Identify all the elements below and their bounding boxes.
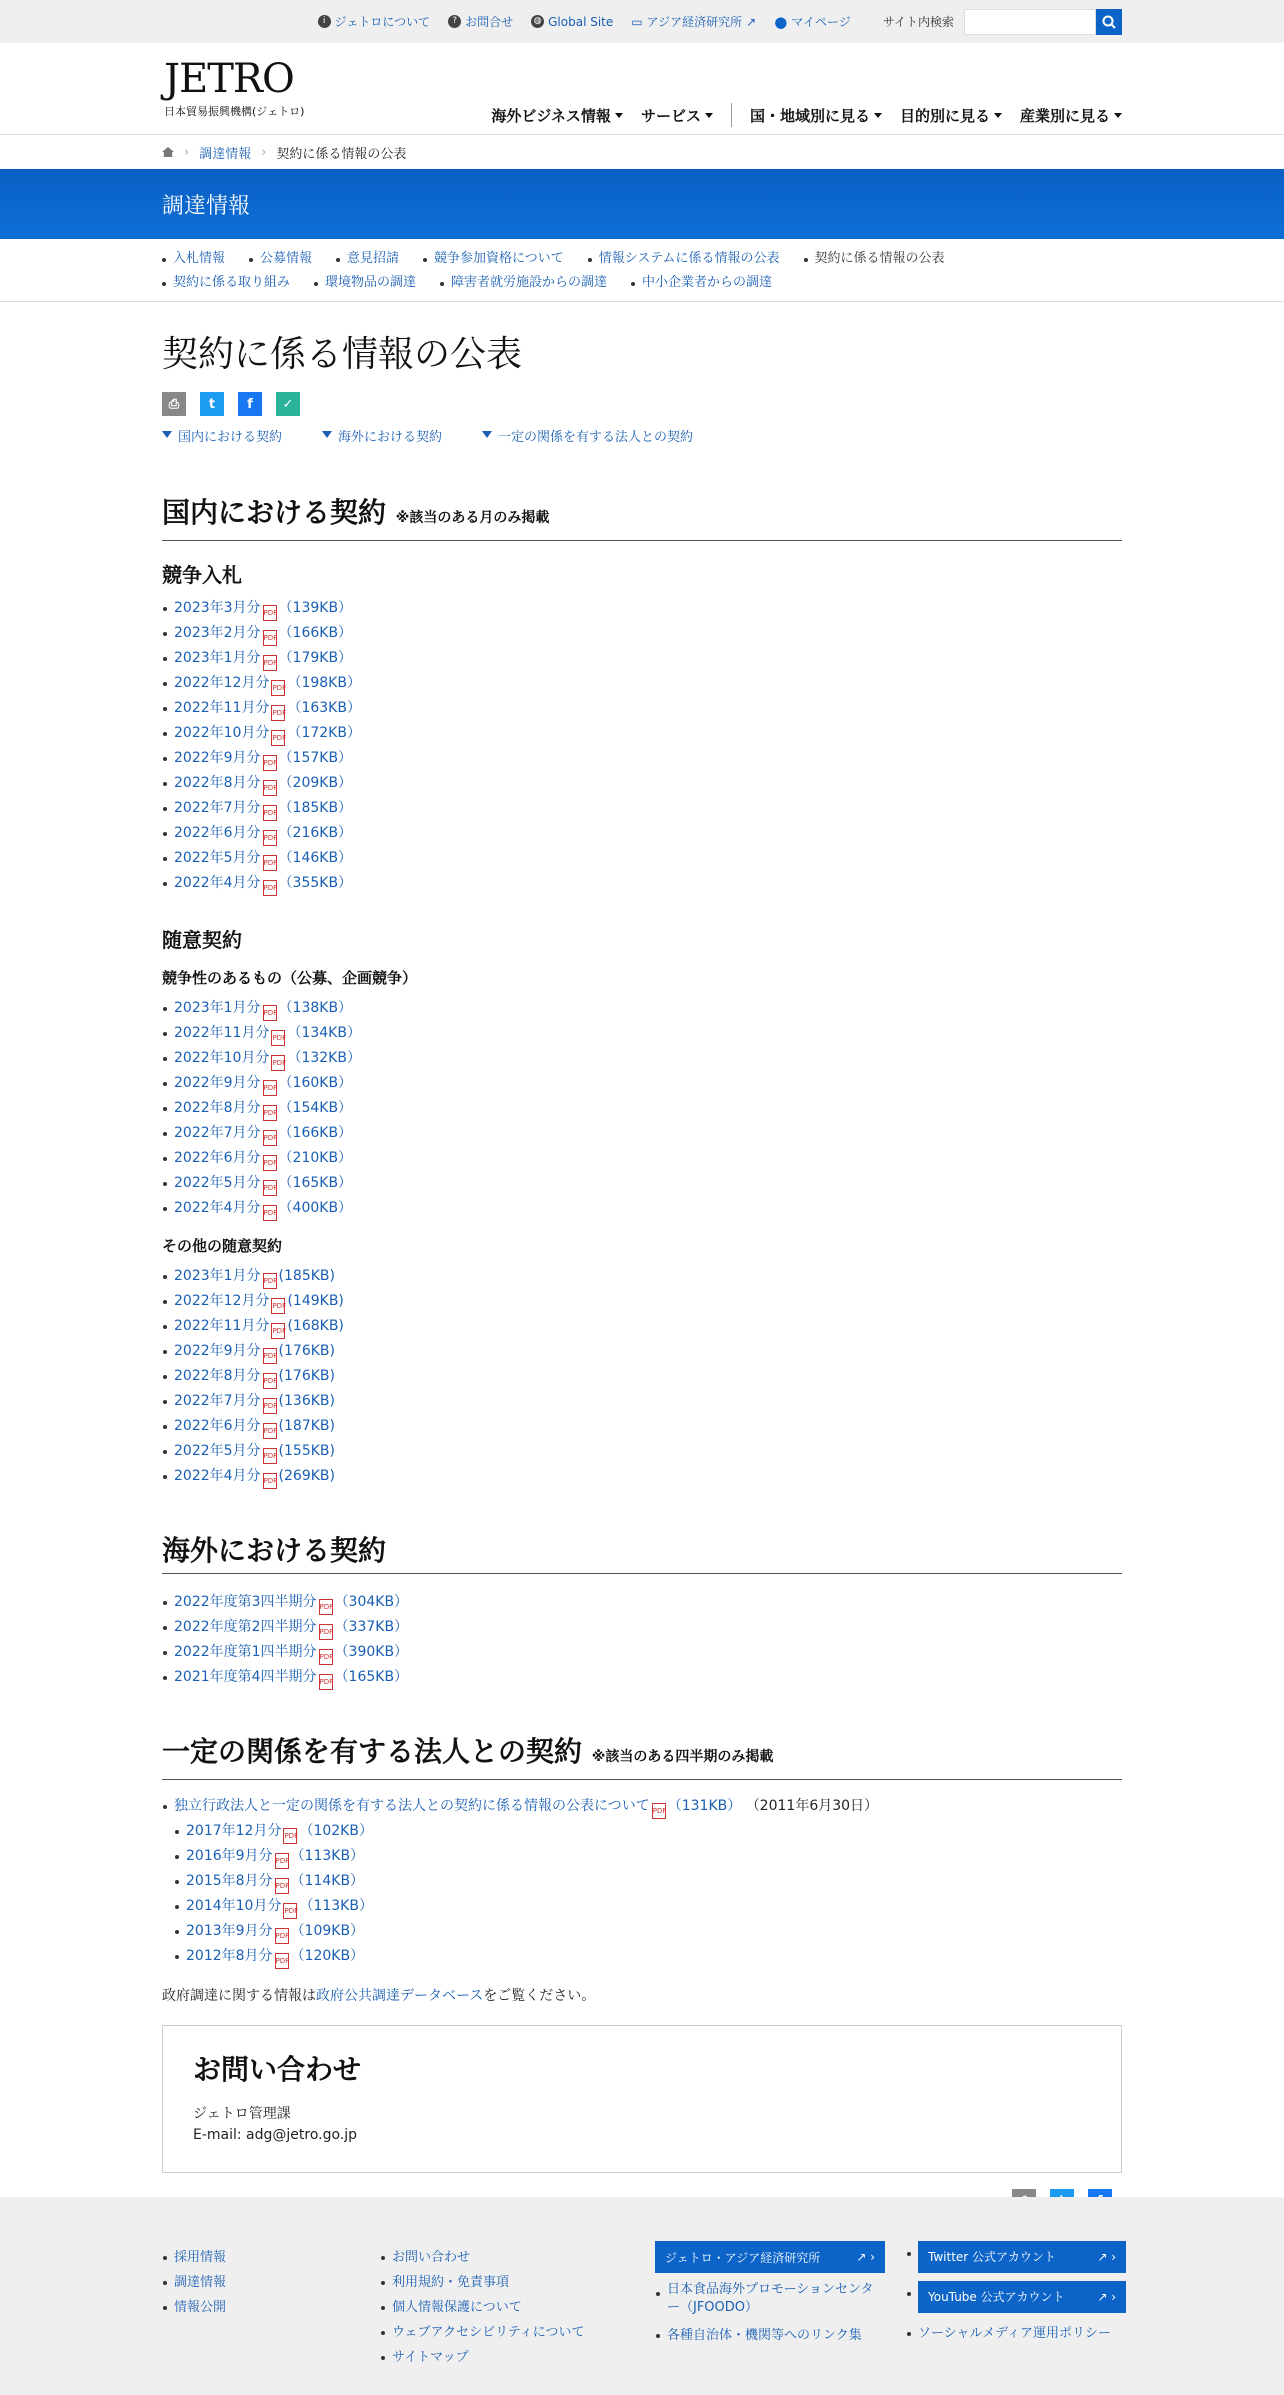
page-title: 契約に係る情報の公表 <box>162 334 523 375</box>
footer-col-4 <box>906 2241 1126 2346</box>
pdf-icon: PDF <box>263 1423 277 1439</box>
list-item <box>162 1196 1122 1221</box>
pdf-icon: PDF <box>263 1205 277 1221</box>
footer-sns-item <box>906 2281 1126 2313</box>
pdf-icon: PDF <box>319 1649 333 1665</box>
list-item <box>174 1844 1122 1869</box>
pdf-link[interactable]: 2022年4月分 PDF（400KB） <box>174 1200 352 1216</box>
gnav-by-region[interactable]: 国・地域別に見る <box>750 105 882 126</box>
pdf-link[interactable]: 2022年11月分 PDF(168KB) <box>174 1318 344 1334</box>
global-site-link[interactable]: ◍ Global Site <box>531 15 613 29</box>
footer-col-3 <box>655 2241 885 2348</box>
subheading-discretionary: 随意契約 <box>162 928 242 952</box>
subheading-competitive: 競争入札 <box>162 563 242 587</box>
pdf-icon: PDF <box>271 1030 285 1046</box>
footer-col-1 <box>162 2245 226 2320</box>
subheading-competitive-public: 競争性のあるもの（公募、企画競争） <box>162 969 418 987</box>
list-item <box>174 1819 1122 1844</box>
external-link-icon: ↗ › <box>1097 2249 1116 2264</box>
gnav-by-industry[interactable]: 産業別に見る <box>1020 105 1122 126</box>
list-competitive <box>162 596 1122 896</box>
search-icon <box>1102 15 1116 29</box>
section-heading-domestic: 国内における契約 ※該当のある月のみ掲載 <box>162 495 1122 541</box>
list-item <box>162 771 1122 796</box>
pdf-icon: PDF <box>263 605 277 621</box>
footer-link[interactable]: 利用規約・免責事項 <box>380 2270 585 2295</box>
pdf-icon: PDF <box>319 1624 333 1640</box>
pdf-icon: PDF <box>263 855 277 871</box>
contact-link[interactable]: ? お問合せ <box>448 13 513 30</box>
share-bar <box>162 392 1122 416</box>
facebook-icon[interactable]: f <box>238 392 262 416</box>
gnav-by-purpose[interactable]: 目的別に見る <box>900 105 1002 126</box>
gnav-services[interactable]: サービス <box>641 105 713 126</box>
pdf-icon: PDF <box>263 755 277 771</box>
footer-link[interactable]: 情報公開 <box>162 2295 226 2320</box>
pdf-icon: PDF <box>271 705 285 721</box>
search-label: サイト内検索 <box>882 15 954 29</box>
pdf-icon: PDF <box>319 1599 333 1615</box>
print-icon[interactable]: ⎙ <box>162 392 186 416</box>
site-search <box>883 9 1122 35</box>
subnav-item[interactable]: 競争参加資格について <box>423 247 564 271</box>
pdf-icon: PDF <box>263 630 277 646</box>
pdf-link[interactable]: 2022年8月分 PDF（209KB） <box>174 775 352 791</box>
gov-db-link[interactable]: 政府公共調達データベース <box>316 1988 484 2004</box>
external-link-icon: ↗ › <box>856 2250 875 2264</box>
pdf-icon: PDF <box>263 1180 277 1196</box>
list-item <box>162 671 1122 696</box>
pdf-icon: PDF <box>263 1448 277 1464</box>
site-footer <box>0 2197 1284 2395</box>
pdf-link[interactable]: 2015年8月分 PDF（114KB） <box>186 1873 364 1889</box>
section-heading-overseas: 海外における契約 <box>162 1533 1122 1574</box>
section-banner <box>0 169 1284 239</box>
subnav-item[interactable]: 公募情報 <box>249 247 312 271</box>
list-related-sub <box>174 1819 1122 1969</box>
ide-button[interactable]: ジェトロ・アジア経済研究所 ↗ › <box>655 2241 885 2273</box>
contact-dept: ジェトロ管理課 <box>193 2106 291 2122</box>
anchor-links <box>162 426 1122 445</box>
list-item <box>162 696 1122 721</box>
pdf-icon: PDF <box>275 1953 289 1969</box>
related-main-link[interactable]: 独立行政法人と一定の関係を有する法人との契約に係る情報の公表について PDF（131KB） <box>174 1798 741 1814</box>
external-link-icon: ↗ › <box>1097 2289 1116 2304</box>
breadcrumb <box>162 135 1122 169</box>
list-item <box>162 996 1122 1021</box>
pdf-icon: PDF <box>263 1155 277 1171</box>
list-item <box>162 1389 1122 1414</box>
pdf-link[interactable]: 2022年7月分 PDF(136KB) <box>174 1393 335 1409</box>
ide-link[interactable]: ▭ アジア経済研究所 ↗ <box>631 14 757 29</box>
subnav-item[interactable]: 障害者就労施設からの調達 <box>440 271 607 295</box>
list-item <box>162 1590 1122 1615</box>
gov-procurement-note: 政府調達に関する情報は政府公共調達データベースをご覧ください。 <box>162 1988 596 2004</box>
pdf-icon: PDF <box>271 1298 285 1314</box>
gnav-overseas-business[interactable]: 海外ビジネス情報 <box>491 105 623 126</box>
section-subnav <box>0 239 1284 302</box>
contact-title: お問い合わせ <box>193 2053 362 2086</box>
footer-link[interactable]: 各種自治体・機関等へのリンク集 <box>655 2323 885 2348</box>
pdf-icon: PDF <box>271 1323 285 1339</box>
pdf-link[interactable]: 2022年12月分 PDF(149KB) <box>174 1293 344 1309</box>
bookmark-icon[interactable]: ✓ <box>276 392 300 416</box>
mypage-link[interactable]: ● マイページ <box>774 12 851 31</box>
pdf-icon: PDF <box>263 1005 277 1021</box>
list-item <box>162 1289 1122 1314</box>
pdf-link[interactable]: 2022年4月分 PDF（355KB） <box>174 875 352 891</box>
list-item <box>162 1071 1122 1096</box>
jetro-logo[interactable]: JETRO 日本貿易振興機構(ジェトロ) <box>164 56 305 118</box>
pdf-link[interactable]: 2023年2月分 PDF（166KB） <box>174 625 352 641</box>
pdf-icon: PDF <box>263 780 277 796</box>
pdf-icon: PDF <box>263 1473 277 1489</box>
list-item <box>162 621 1122 646</box>
pdf-icon: PDF <box>275 1928 289 1944</box>
pdf-icon: PDF <box>283 1903 297 1919</box>
list-item <box>162 1364 1122 1389</box>
pdf-link[interactable]: 2022年11月分 PDF（134KB） <box>174 1025 361 1041</box>
youtube-button[interactable]: YouTube 公式アカウント ↗ › <box>918 2281 1126 2313</box>
pdf-link[interactable]: 2022年6月分 PDF(187KB) <box>174 1418 335 1434</box>
site-header <box>0 43 1284 135</box>
subheading-other-discretionary: その他の随意契約 <box>162 1237 283 1255</box>
pdf-link[interactable]: 2012年8月分 PDF（120KB） <box>186 1948 364 1964</box>
list-item <box>174 1894 1122 1919</box>
main-content <box>162 332 1122 2247</box>
pdf-link[interactable]: 2022年9月分 PDF（157KB） <box>174 750 352 766</box>
subnav-item[interactable]: 中小企業者からの調達 <box>631 271 772 295</box>
pdf-link[interactable]: 2022年10月分 PDF（132KB） <box>174 1050 361 1066</box>
subnav-item[interactable]: 情報システムに係る情報の公表 <box>588 247 780 271</box>
footer-sns-item <box>906 2241 1126 2273</box>
pdf-link[interactable]: 2022年7月分 PDF（185KB） <box>174 800 352 816</box>
list-item <box>162 1464 1122 1489</box>
footer-link[interactable]: 日本食品海外プロモーションセンター（JFOODO） <box>655 2281 885 2317</box>
pdf-link[interactable]: 2022年9月分 PDF（160KB） <box>174 1075 352 1091</box>
list-item <box>162 1146 1122 1171</box>
subnav-item[interactable]: 入札情報 <box>162 247 225 271</box>
global-nav <box>473 103 1122 127</box>
list-item: 独立行政法人と一定の関係を有する法人との契約に係る情報の公表について PDF（131KB） （2011年6月30日） <box>162 1794 1122 1819</box>
list-item <box>162 721 1122 746</box>
pdf-link[interactable]: 2017年12月分 PDF（102KB） <box>186 1823 373 1839</box>
breadcrumb-parent[interactable]: 調達情報 <box>199 146 252 162</box>
list-discretionary-other <box>162 1264 1122 1489</box>
pdf-link[interactable]: 2022年度第1四半期分 PDF（390KB） <box>174 1644 408 1660</box>
pdf-icon: PDF <box>263 805 277 821</box>
pdf-link[interactable]: 2013年9月分 PDF（109KB） <box>186 1923 364 1939</box>
home-icon[interactable] <box>162 147 174 157</box>
list-item <box>162 1021 1122 1046</box>
pdf-link[interactable]: 2022年6月分 PDF（210KB） <box>174 1150 352 1166</box>
pdf-icon: PDF <box>283 1828 297 1844</box>
pdf-link[interactable]: 2022年度第3四半期分 PDF（304KB） <box>174 1594 408 1610</box>
list-item <box>174 1869 1122 1894</box>
list-item <box>162 1171 1122 1196</box>
anchor-domestic[interactable]: 国内における契約 <box>162 426 282 445</box>
pdf-link[interactable]: 2016年9月分 PDF（113KB） <box>186 1848 364 1864</box>
subnav-item[interactable]: 契約に係る取り組み <box>162 271 290 295</box>
pdf-link[interactable]: 2022年4月分 PDF(269KB) <box>174 1468 335 1484</box>
pdf-link[interactable]: 2022年9月分 PDF(176KB) <box>174 1343 335 1359</box>
list-item <box>162 596 1122 621</box>
pdf-link[interactable]: 2023年1月分 PDF（179KB） <box>174 650 352 666</box>
utility-bar <box>0 0 1284 43</box>
list-item <box>162 1046 1122 1071</box>
list-item <box>162 1339 1122 1364</box>
list-item <box>162 1665 1122 1690</box>
pdf-link[interactable]: 2022年12月分 PDF（198KB） <box>174 675 361 691</box>
pdf-link[interactable]: 2022年度第2四半期分 PDF（337KB） <box>174 1619 408 1635</box>
list-item <box>162 821 1122 846</box>
user-icon: ● <box>774 12 788 31</box>
footer-link[interactable]: ウェブアクセシビリティについて <box>380 2320 585 2345</box>
globe-icon: ◍ <box>531 15 544 28</box>
anchor-related[interactable]: 一定の関係を有する法人との契約 <box>482 426 693 445</box>
pdf-link[interactable]: 2022年8月分 PDF（154KB） <box>174 1100 352 1116</box>
footer-link[interactable]: サイトマップ <box>380 2345 585 2370</box>
list-overseas <box>162 1590 1122 1690</box>
pdf-link[interactable]: 2022年5月分 PDF（146KB） <box>174 850 352 866</box>
list-discretionary-competitive <box>162 996 1122 1221</box>
twitter-button[interactable]: Twitter 公式アカウント ↗ › <box>918 2241 1126 2273</box>
pdf-icon: PDF <box>263 1080 277 1096</box>
pdf-link[interactable]: 2023年3月分 PDF（139KB） <box>174 600 352 616</box>
pdf-link[interactable]: 2014年10月分 PDF（113KB） <box>186 1898 373 1914</box>
pdf-icon: PDF <box>271 680 285 696</box>
twitter-icon[interactable]: t <box>200 392 224 416</box>
pdf-icon: PDF <box>275 1878 289 1894</box>
footer-link[interactable]: ソーシャルメディア運用ポリシー <box>906 2321 1126 2346</box>
about-link[interactable]: i ジェトロについて <box>318 13 431 30</box>
search-input[interactable] <box>964 9 1096 35</box>
list-item <box>162 1096 1122 1121</box>
pdf-icon: PDF <box>263 880 277 896</box>
chevron-right-icon: › <box>184 144 190 160</box>
pdf-icon: PDF <box>263 1398 277 1414</box>
external-link-icon: ↗ <box>746 14 757 29</box>
pdf-link[interactable]: 2022年5月分 PDF(155KB) <box>174 1443 335 1459</box>
list-item <box>174 1944 1122 1969</box>
list-item <box>162 1615 1122 1640</box>
pdf-icon: PDF <box>263 1273 277 1289</box>
footer-link[interactable]: 採用情報 <box>162 2245 226 2270</box>
subnav-item-current: 契約に係る情報の公表 <box>804 247 945 271</box>
contact-box <box>162 2025 1122 2173</box>
list-related <box>162 1794 1122 1819</box>
section-heading-related: 一定の関係を有する法人との契約 ※該当のある四半期のみ掲載 <box>162 1734 1122 1780</box>
book-icon: ▭ <box>631 14 643 29</box>
breadcrumb-current: 契約に係る情報の公表 <box>276 146 407 162</box>
search-button[interactable] <box>1096 9 1122 35</box>
pdf-link[interactable]: 2022年7月分 PDF（166KB） <box>174 1125 352 1141</box>
pdf-icon: PDF <box>263 1348 277 1364</box>
pdf-link[interactable]: 2022年5月分 PDF（165KB） <box>174 1175 352 1191</box>
pdf-link[interactable]: 2023年1月分 PDF（138KB） <box>174 1000 352 1016</box>
footer-link[interactable]: 調達情報 <box>162 2270 226 2295</box>
list-item <box>162 1121 1122 1146</box>
pdf-link[interactable]: 2022年10月分 PDF（172KB） <box>174 725 361 741</box>
list-item <box>162 796 1122 821</box>
info-icon: i <box>318 15 331 28</box>
anchor-overseas[interactable]: 海外における契約 <box>322 426 442 445</box>
pdf-icon: PDF <box>263 655 277 671</box>
footer-link[interactable]: 個人情報保護について <box>380 2295 585 2320</box>
pdf-icon: PDF <box>275 1853 289 1869</box>
pdf-icon: PDF <box>319 1674 333 1690</box>
question-icon: ? <box>448 15 461 28</box>
list-item <box>174 1919 1122 1944</box>
pdf-link[interactable]: 2022年11月分 PDF（163KB） <box>174 700 361 716</box>
chevron-right-icon: › <box>261 144 267 160</box>
pdf-icon: PDF <box>263 1105 277 1121</box>
pdf-icon: PDF <box>263 1130 277 1146</box>
subnav-item[interactable]: 環境物品の調達 <box>314 271 416 295</box>
footer-link[interactable]: お問い合わせ <box>380 2245 585 2270</box>
list-item <box>162 846 1122 871</box>
pdf-icon: PDF <box>271 1055 285 1071</box>
list-item <box>162 1414 1122 1439</box>
nav-divider <box>731 103 732 127</box>
pdf-icon: PDF <box>271 730 285 746</box>
subnav-item[interactable]: 意見招請 <box>336 247 399 271</box>
list-item <box>162 1314 1122 1339</box>
list-item <box>162 1264 1122 1289</box>
list-item <box>162 871 1122 896</box>
footer-col-2 <box>380 2245 585 2370</box>
banner-title: 調達情報 <box>162 193 251 219</box>
contact-email: E-mail: adg@jetro.go.jp <box>193 2127 358 2143</box>
pdf-link[interactable]: 2022年6月分 PDF（216KB） <box>174 825 352 841</box>
pdf-icon: PDF <box>263 1373 277 1389</box>
list-item <box>162 746 1122 771</box>
pdf-link[interactable]: 2021年度第4四半期分 PDF（165KB） <box>174 1669 408 1685</box>
list-item <box>162 1640 1122 1665</box>
pdf-icon: PDF <box>652 1803 666 1819</box>
pdf-link[interactable]: 2022年8月分 PDF(176KB) <box>174 1368 335 1384</box>
pdf-icon: PDF <box>263 830 277 846</box>
pdf-link[interactable]: 2023年1月分 PDF(185KB) <box>174 1268 335 1284</box>
list-item <box>162 646 1122 671</box>
list-item <box>162 1439 1122 1464</box>
